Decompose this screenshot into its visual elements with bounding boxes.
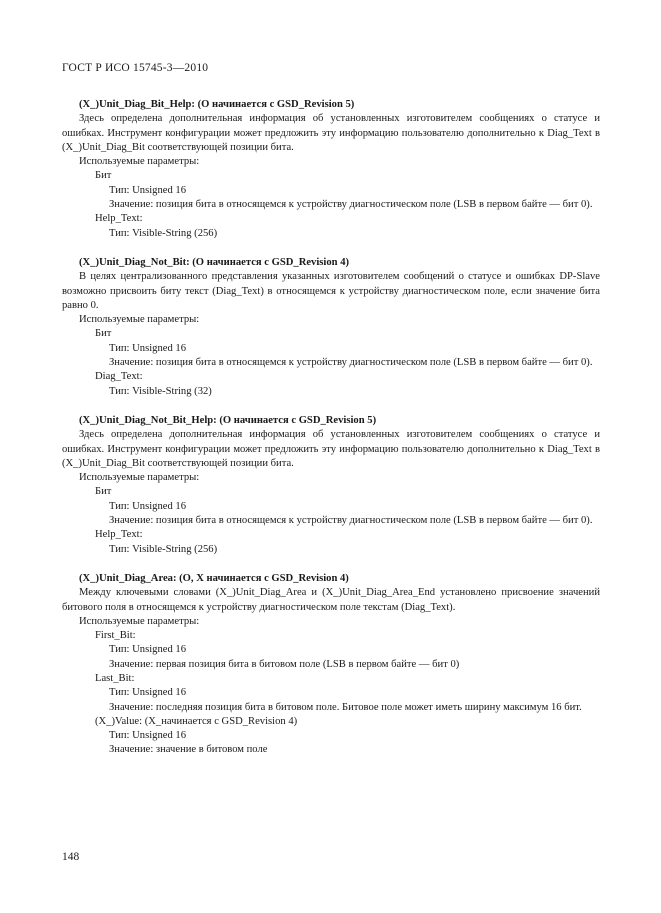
- page-number: 148: [62, 851, 80, 863]
- param-type: Тип: Unsigned 16: [109, 687, 186, 699]
- section-title: (X_)Unit_Diag_Bit_Help: (О начинается с GSD_Revision 5): [79, 99, 355, 110]
- document-body: [62, 98, 600, 758]
- param-name: Diag_Text:: [95, 371, 143, 383]
- param-name: First_Bit:: [95, 630, 136, 642]
- param-name: Бит: [95, 170, 112, 182]
- param-name: Бит: [95, 328, 112, 340]
- params-label: Используемые параметры:: [79, 472, 200, 484]
- section-unit-diag-area: [62, 572, 600, 758]
- params-label: Используемые параметры:: [79, 615, 200, 627]
- section-title: (X_)Unit_Diag_Not_Bit: (О начинается с GSD_Revision 4): [79, 256, 350, 268]
- param-type: Тип: Visible-String (32): [109, 385, 212, 397]
- section-paragraph: Здесь определена дополнительная информация об установленных изготовителем сообщениях о статусе и ошибках. Инструмент конфигурации может предложить эту информацию пользователю дополнительно к Diag_Text в (X_)Unit_Diag_Bit соответствующей позиции бита.: [62, 113, 600, 153]
- section-paragraph: В целях централизованного представления указанных изготовителем сообщений о статусе и ошибках DP-Slave возможно присвоить биту текст (Diag_Text) в относящемся к устройству диагностическом поле, если значение бита равно 0.: [62, 271, 600, 311]
- params-label: Используемые параметры:: [79, 156, 200, 168]
- param-name: Last_Bit:: [95, 672, 135, 684]
- section-unit-diag-bit-help: [62, 98, 600, 241]
- param-type: Тип: Unsigned 16: [109, 342, 186, 354]
- document-header: ГОСТ Р ИСО 15745-3—2010: [62, 62, 209, 74]
- section-title: (X_)Unit_Diag_Not_Bit_Help: (О начинается с GSD_Revision 5): [79, 414, 377, 426]
- param-name: Help_Text:: [95, 213, 143, 225]
- param-type: Тип: Visible-String (256): [109, 543, 218, 555]
- param-value: Значение: значение в битовом поле: [109, 744, 268, 756]
- param-value: Значение: позиция бита в относящемся к устройству диагностическом поле (LSB в первом байте — бит 0).: [109, 199, 593, 211]
- param-type: Тип: Visible-String (256): [109, 227, 218, 239]
- param-name: Help_Text:: [95, 529, 143, 541]
- param-name: (X_)Value: (X_начинается с GSD_Revision 4): [95, 715, 298, 727]
- section-title: (X_)Unit_Diag_Area: (О, X начинается с GSD_Revision 4): [79, 572, 349, 584]
- param-name: Бит: [95, 486, 112, 498]
- section-unit-diag-not-bit-help: [62, 414, 600, 557]
- param-type: Тип: Unsigned 16: [109, 500, 186, 512]
- section-paragraph: Между ключевыми словами (X_)Unit_Diag_Area и (X_)Unit_Diag_Area_End установлено присвоение значений битового поля в относящемся к устройству диагностическом поле текстам (Diag_Text).: [62, 587, 600, 613]
- param-value: Значение: первая позиция бита в битовом поле (LSB в первом байте — бит 0): [109, 658, 460, 670]
- param-type: Тип: Unsigned 16: [109, 184, 186, 196]
- param-value: Значение: последняя позиция бита в битовом поле. Битовое поле может иметь ширину максимум 16 бит.: [109, 701, 582, 713]
- param-value: Значение: позиция бита в относящемся к устройству диагностическом поле (LSB в первом байте — бит 0).: [109, 515, 593, 527]
- params-label: Используемые параметры:: [79, 314, 200, 326]
- param-value: Значение: позиция бита в относящемся к устройству диагностическом поле (LSB в первом байте — бит 0).: [109, 357, 593, 369]
- param-type: Тип: Unsigned 16: [109, 644, 186, 656]
- section-paragraph: Здесь определена дополнительная информация об установленных изготовителем сообщениях о статусе и ошибках. Инструмент конфигурации может предложить эту информацию пользователю дополнительно к Diag_Text в (X_)Unit_Diag_Bit соответствующей позиции бита.: [62, 429, 600, 469]
- section-unit-diag-not-bit: [62, 256, 600, 399]
- param-type: Тип: Unsigned 16: [109, 730, 186, 742]
